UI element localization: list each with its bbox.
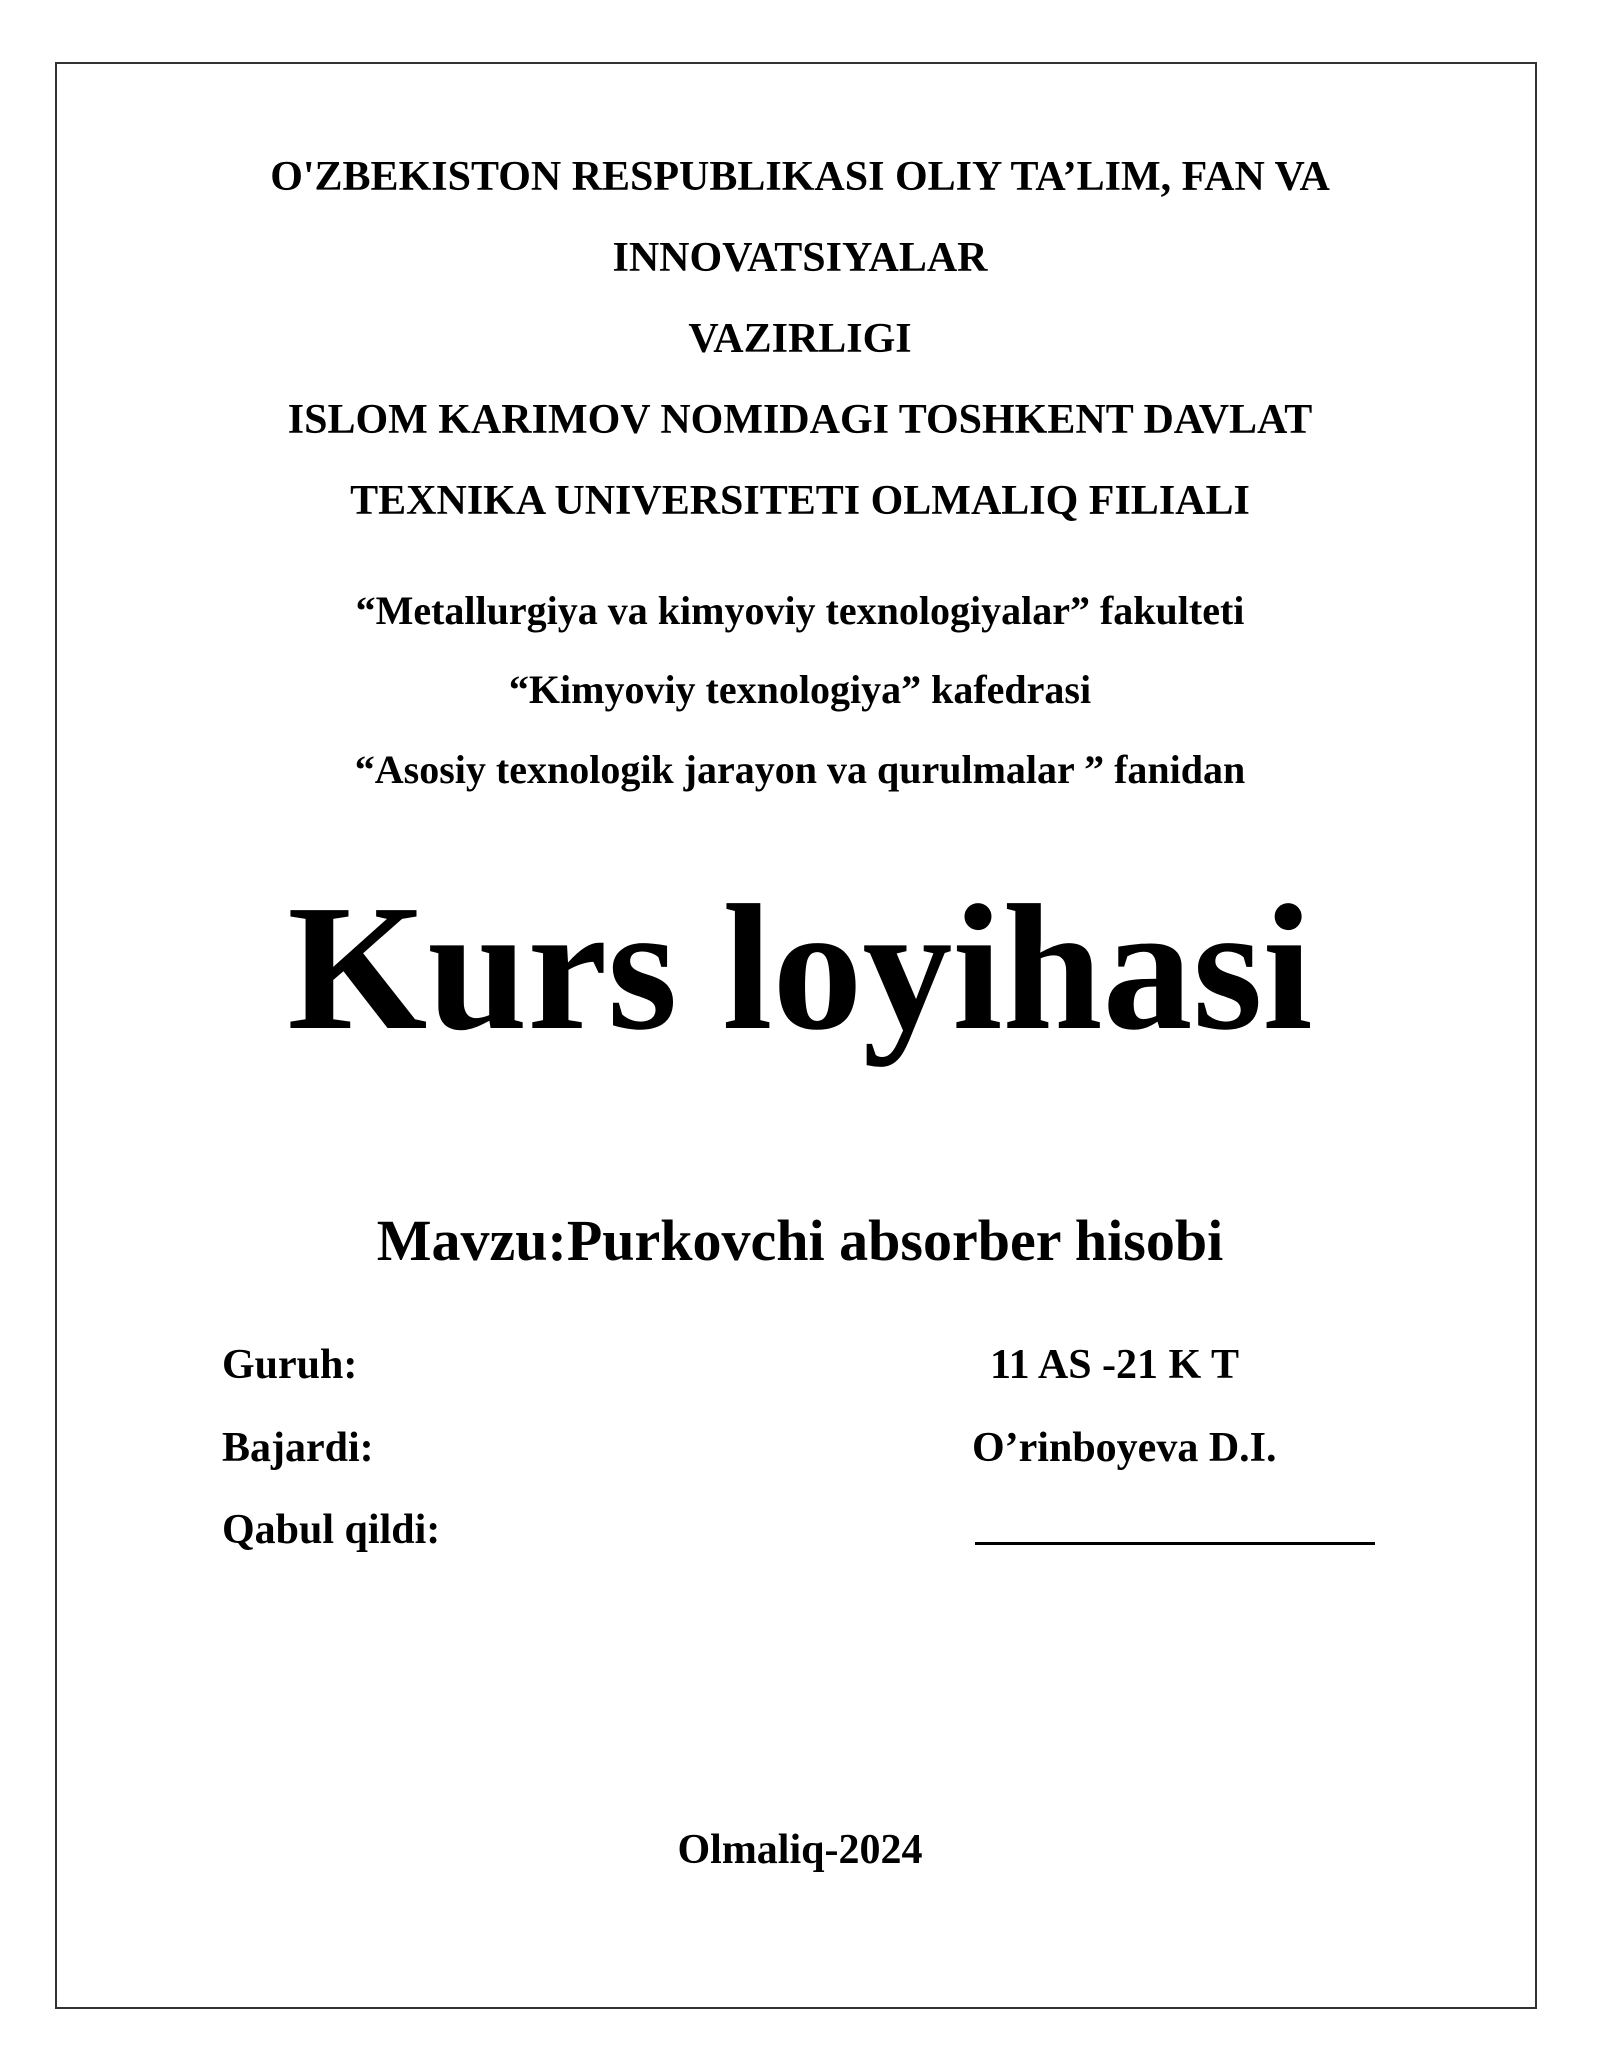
city-year: Olmaliq-2024 (677, 1827, 923, 1873)
subject-name: “Asosiy texnologik jarayon va qurulmalar ” fanidan (354, 747, 1246, 792)
performed-value: O’rinboyeva D.I. (972, 1425, 1277, 1471)
department-name: “Kimyoviy texnologiya” kafedrasi (508, 667, 1092, 712)
group-label: Guruh: (222, 1342, 358, 1388)
faculty-name: “Metallurgiya va kimyoviy texnologiyalar” fakulteti (355, 588, 1245, 633)
signature-line (975, 1542, 1375, 1545)
ministry-line-2: INNOVATSIYALAR (612, 235, 988, 281)
group-value: 11 AS -21 K T (990, 1342, 1239, 1388)
ministry-line-1: O'ZBEKISTON RESPUBLIKASI OLIY TA’LIM, FAN VA (270, 154, 1330, 200)
ministry-line-3: VAZIRLIGI (688, 316, 912, 362)
university-line-1: ISLOM KARIMOV NOMIDAGI TOSHKENT DAVLAT (287, 397, 1313, 443)
document-title: Kurs loyihasi (287, 868, 1313, 1067)
university-line-2: TEXNIKA UNIVERSITETI OLMALIQ FILIALI (350, 478, 1250, 524)
accepted-label: Qabul qildi: (222, 1507, 441, 1553)
topic-line: Mavzu:Purkovchi absorber hisobi (376, 1208, 1224, 1273)
performed-label: Bajardi: (222, 1425, 374, 1471)
